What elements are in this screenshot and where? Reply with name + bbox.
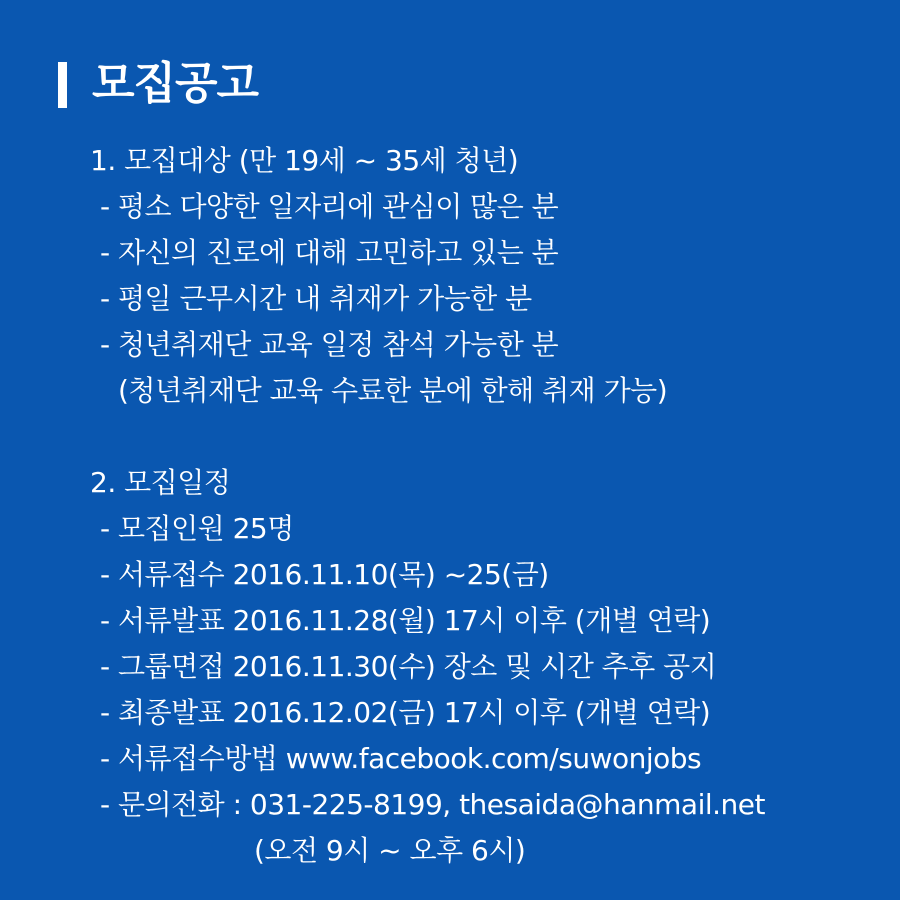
contact-hours: (오전 9시 ~ 오후 6시): [254, 834, 526, 867]
section1-item-2: - 자신의 진로에 대해 고민하고 있는 분: [100, 236, 559, 269]
section1-heading: 1. 모집대상 (만 19세 ~ 35세 청년): [90, 144, 519, 177]
section1-item-1: - 평소 다양한 일자리에 관심이 많은 분: [100, 190, 559, 223]
section2-item-2: - 서류접수 2016.11.10(목) ~25(금): [100, 558, 549, 591]
title-accent-bar: [58, 62, 67, 108]
section1-item-3: - 평일 근무시간 내 취재가 가능한 분: [100, 282, 532, 315]
section2-item-6: - 서류접수방법 www.facebook.com/suwonjobs: [100, 742, 702, 775]
section-spacer: [90, 414, 870, 460]
section2-item-4: - 그룹면접 2016.11.30(수) 장소 및 시간 추후 공지: [100, 650, 717, 683]
section2-item-3: - 서류발표 2016.11.28(월) 17시 이후 (개별 연락): [100, 604, 711, 637]
section1-item-4: - 청년취재단 교육 일정 참석 가능한 분: [100, 328, 559, 361]
section1-note: (청년취재단 교육 수료한 분에 한해 취재 가능): [118, 374, 668, 407]
section2-heading: 2. 모집일정: [90, 466, 231, 499]
section2-item-1: - 모집인원 25명: [100, 512, 294, 545]
notice-content: [90, 138, 870, 874]
page-title: 모집공고: [92, 58, 259, 109]
section2-item-5: - 최종발표 2016.12.02(금) 17시 이후 (개별 연락): [100, 696, 711, 729]
section2-item-7: - 문의전화 : 031-225-8199, thesaida@hanmail.net: [100, 788, 765, 821]
